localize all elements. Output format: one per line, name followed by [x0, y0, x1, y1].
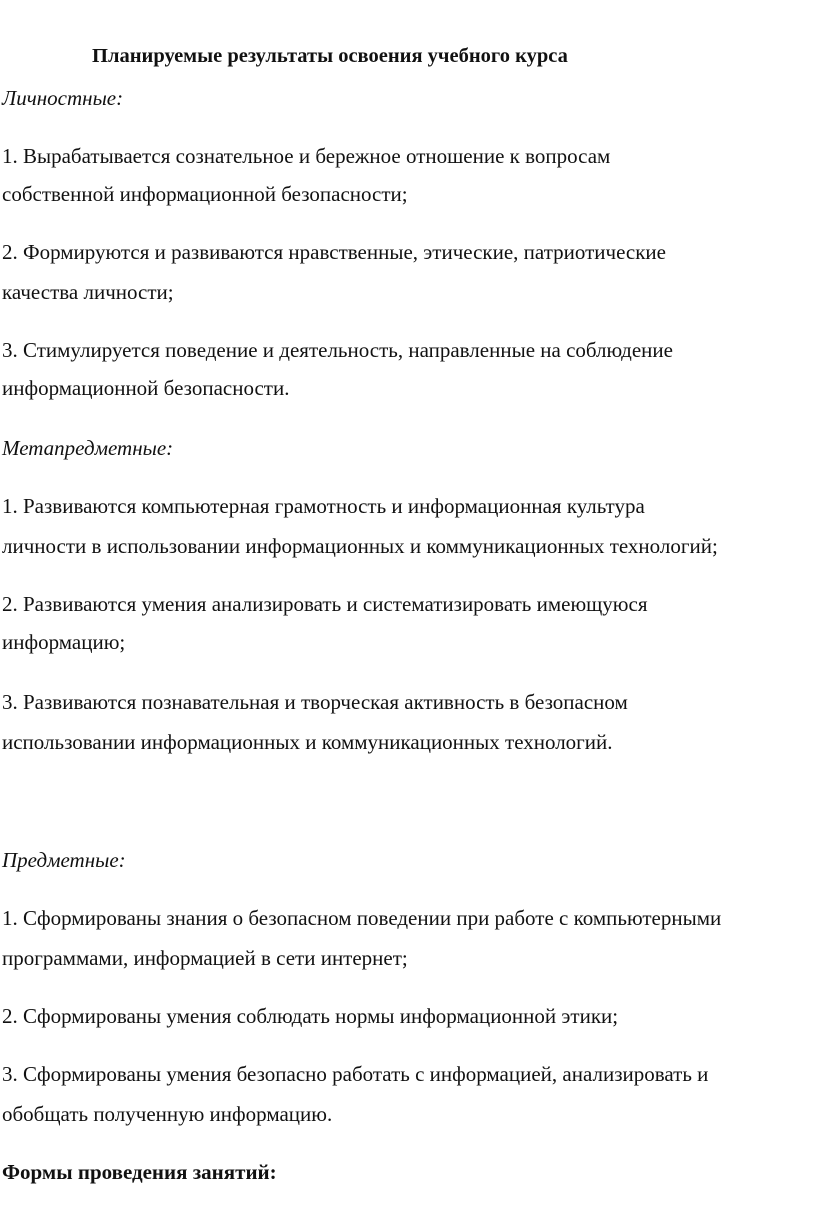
subject-item-1-line-2: программами, информацией в сети интернет;: [2, 946, 408, 970]
personal-item-3-line-1: 3. Стимулируется поведение и деятельность, направленные на соблюдение: [2, 338, 673, 362]
subject-item-3-line-2: обобщать полученную информацию.: [2, 1102, 333, 1126]
subject-item-1-line-1: 1. Сформированы знания о безопасном поведении при работе с компьютерными: [2, 906, 722, 930]
section-heading-forms: Формы проведения занятий:: [2, 1160, 277, 1184]
section-heading-subject: Предметные:: [2, 848, 126, 872]
meta-item-1-line-2: личности в использовании информационных и коммуникационных технологий;: [2, 534, 718, 558]
meta-item-2-line-1: 2. Развиваются умения анализировать и систематизировать имеющуюся: [2, 592, 648, 616]
page-title: Планируемые результаты освоения учебного курса: [92, 45, 568, 67]
subject-item-3-line-1: 3. Сформированы умения безопасно работать с информацией, анализировать и: [2, 1062, 709, 1086]
personal-item-3-line-2: информационной безопасности.: [2, 376, 290, 400]
subject-item-2-line-1: 2. Сформированы умения соблюдать нормы информационной этики;: [2, 1004, 619, 1028]
meta-item-3-line-2: использовании информационных и коммуникационных технологий.: [2, 730, 613, 754]
meta-item-3-line-1: 3. Развиваются познавательная и творческая активность в безопасном: [2, 690, 628, 714]
section-heading-meta: Метапредметные:: [2, 436, 174, 460]
personal-item-2-line-2: качества личности;: [2, 280, 174, 304]
meta-item-2-line-2: информацию;: [2, 630, 126, 654]
personal-item-1-line-2: собственной информационной безопасности;: [2, 182, 408, 206]
meta-item-1-line-1: 1. Развиваются компьютерная грамотность и информационная культура: [2, 494, 645, 518]
personal-item-1-line-1: 1. Вырабатывается сознательное и бережное отношение к вопросам: [2, 144, 611, 168]
section-heading-personal: Личностные:: [2, 86, 124, 110]
personal-item-2-line-1: 2. Формируются и развиваются нравственные, этические, патриотические: [2, 240, 666, 264]
